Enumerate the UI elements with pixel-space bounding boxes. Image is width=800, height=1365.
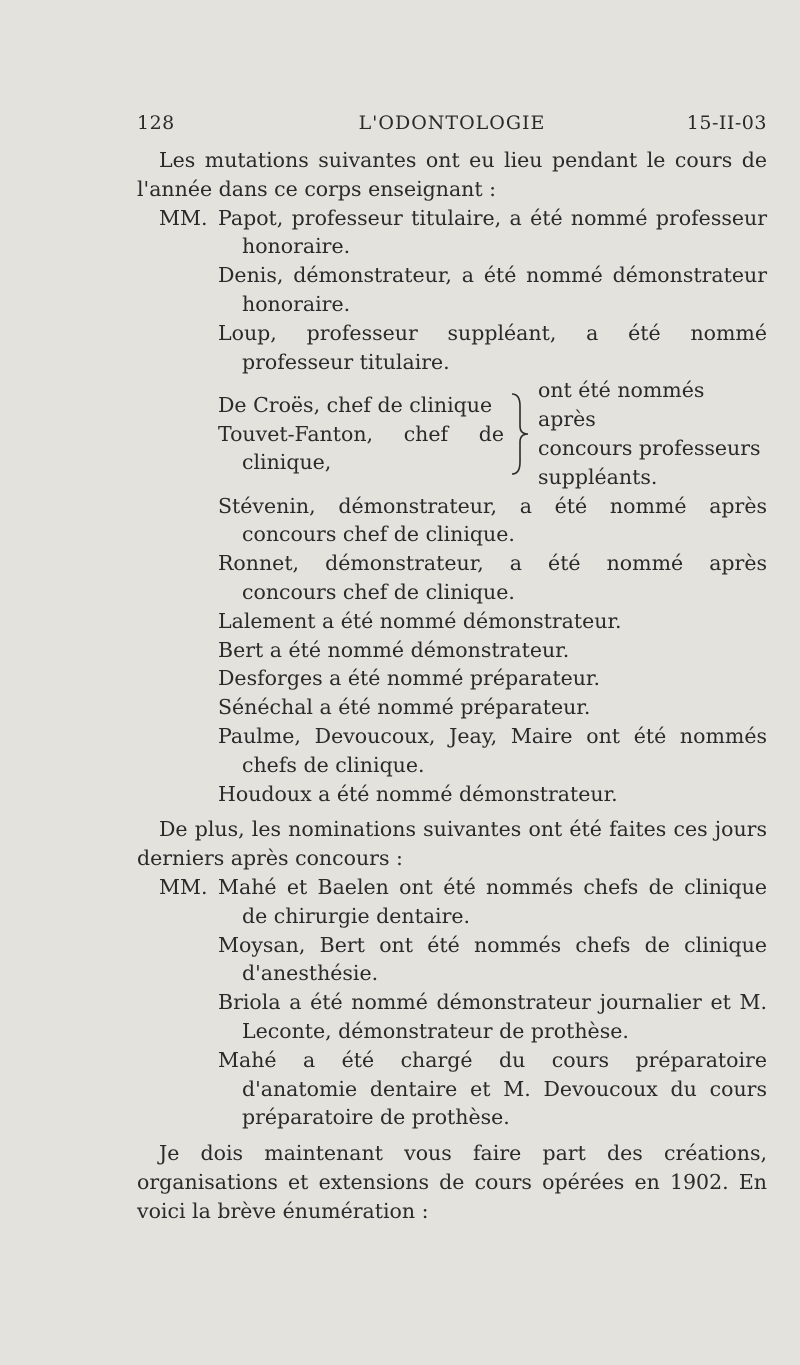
curly-brace-icon [504, 392, 532, 476]
list-item: De Croës, chef de clinique [218, 392, 493, 417]
list-item: Desforges a été nommé préparateur. [218, 666, 600, 691]
running-header [137, 112, 767, 138]
bracketed-group [218, 376, 767, 491]
page-body [137, 146, 767, 1225]
list-item: Ronnet, démonstrateur, a été nommé après concours chef de clinique. [218, 551, 767, 604]
list-prefix: MM. [159, 874, 208, 899]
list-item: Papot, professeur titulaire, a été nommé professeur honoraire. [218, 205, 767, 259]
intro-paragraph: Les mutations suivantes ont eu lieu pendant le cours de l'année dans ce corps enseignant : [137, 148, 767, 201]
list-item: Stévenin, démonstrateur, a été nommé après concours chef de clinique. [218, 493, 767, 547]
bracket-text-line: ont été nommés après [538, 378, 705, 432]
journal-title: L'ODONTOLOGIE [358, 112, 546, 134]
mutations-list [137, 204, 767, 809]
list-item: Mahé a été chargé du cours préparatoire d'anatomie dentaire et M. Devoucoux du cours préparatoire de prothèse. [218, 1047, 767, 1130]
list-item: Briola a été nommé démonstrateur journalier et M. Leconte, démonstrateur de prothèse. [218, 990, 767, 1043]
list-item: Denis, démonstrateur, a été nommé démonstrateur honoraire. [218, 263, 767, 316]
nominations-paragraph: De plus, les nominations suivantes ont été faites ces jours derniers après concours : [137, 817, 767, 871]
bracket-left-column [218, 391, 504, 477]
list-item: Houdoux a été nommé démonstrateur. [218, 781, 618, 806]
bracket-right-column [532, 376, 767, 491]
issue-date: 15-II-03 [686, 112, 767, 134]
list-item: Lalement a été nommé démonstrateur. [218, 608, 622, 633]
list-item: Moysan, Bert ont été nommés chefs de clinique d'anesthésie. [218, 932, 767, 986]
bracket-text-line: concours professeurs [538, 435, 761, 460]
list-item: Paulme, Devoucoux, Jeay, Maire ont été nommés chefs de clinique. [218, 723, 767, 777]
bracket-text-line: suppléants. [538, 464, 658, 489]
nominations-list [137, 873, 767, 1132]
list-item: Sénéchal a été nommé préparateur. [218, 695, 591, 720]
page-number: 128 [137, 112, 175, 134]
closing-paragraph: Je dois maintenant vous faire part des créations, organisations et extensions de cours opérées en 1902. En voici la brève énumération : [137, 1141, 767, 1223]
list-item: Touvet-Fanton, chef de clinique, [218, 421, 504, 475]
list-prefix: MM. [159, 205, 208, 230]
list-item: Loup, professeur suppléant, a été nommé professeur titulaire. [218, 320, 767, 374]
list-item: Bert a été nommé démonstrateur. [218, 637, 570, 662]
list-item: Mahé et Baelen ont été nommés chefs de clinique de chirurgie dentaire. [218, 874, 767, 928]
